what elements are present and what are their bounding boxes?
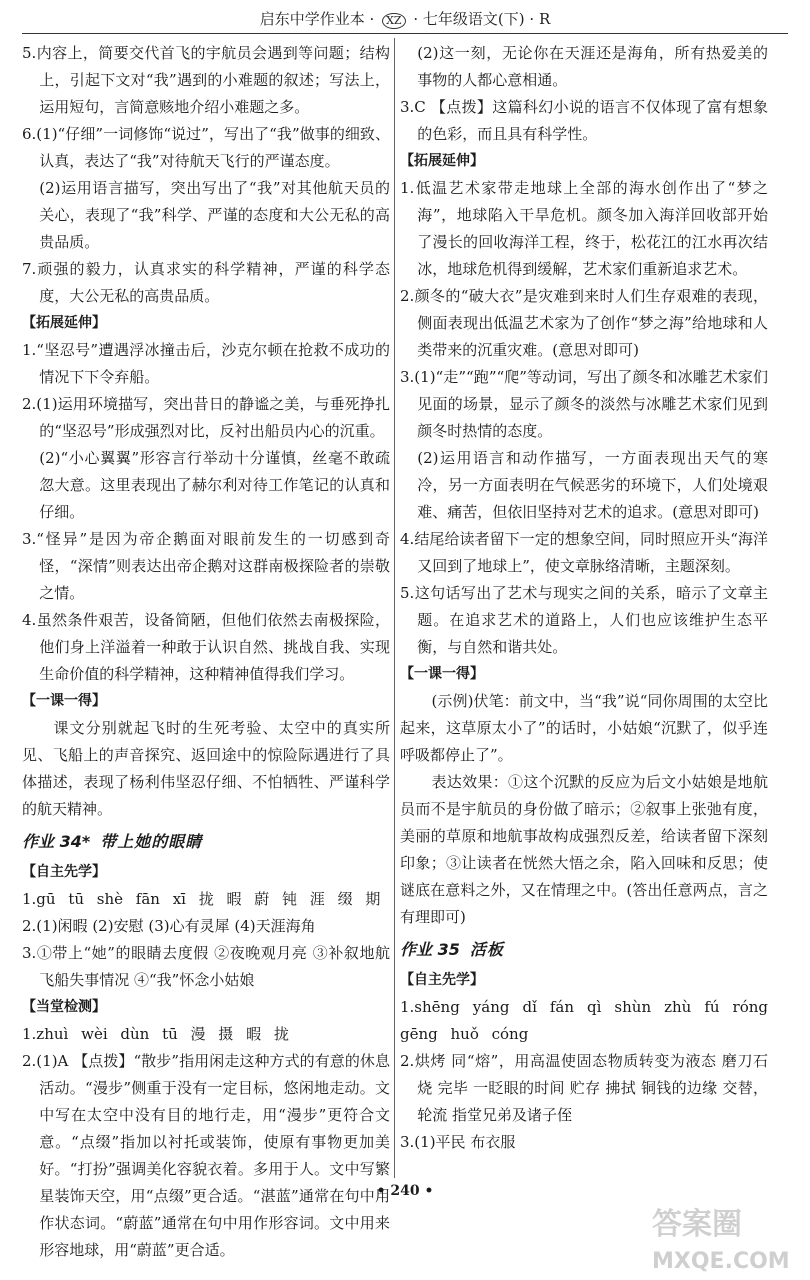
answer-paragraph: 5.这句话写出了艺术与现实之间的关系，暗示了文章主题。在追求艺术的道路上，人们也应该维护生态平衡，与自然和谐共处。 xyxy=(400,584,768,656)
answer-paragraph: 4.虽然条件艰苦，设备简陋，但他们依然去南极探险，他们身上洋溢着一种敢于认识自然、挑战自我、实现生命价值的科学精神，这种精神值得我们学习。 xyxy=(22,611,390,683)
section-heading: 【一课一得】 xyxy=(400,666,484,682)
answer-paragraph: 1.zhuì wèi dùn tū 漫 摄 暇 拢 xyxy=(22,1025,289,1043)
watermark-logo xyxy=(642,1196,792,1276)
section-heading: 【当堂检测】 xyxy=(22,999,106,1015)
answer-paragraph: (示例)伏笔：前文中，当“我”说“同你周围的太空比起来，这草原太小了”的话时，小姑娘“沉默了，似乎连呼吸都停止了”。 xyxy=(400,692,768,764)
watermark-bottom: MXQE.COM xyxy=(652,1249,790,1274)
assignment-heading xyxy=(400,933,768,967)
section-heading: 【拓展延伸】 xyxy=(22,315,106,331)
answer-paragraph: 3.“怪异”是因为帝企鹅面对眼前发生的一切感到奇怪，“深情”则表达出帝企鹅对这群南极探险者的崇敬之情。 xyxy=(22,530,390,602)
assignment-number: 作业 34* xyxy=(22,832,91,851)
answer-paragraph: 1.shēng yáng dǐ fán qì shùn zhù fú róng gēng huǒ cóng xyxy=(400,998,768,1043)
watermark-top: 答案圈 xyxy=(652,1207,742,1242)
answer-paragraph: 5.内容上，简要交代首飞的宇航员会遇到等问题；结构上，引起下文对“我”遇到的小难题的叙述；写法上，运用短句，言简意赅地介绍小难题之多。 xyxy=(22,44,390,116)
section-heading: 【自主先学】 xyxy=(22,864,106,880)
left-column xyxy=(22,40,390,1259)
answer-paragraph: (2)运用语言和动作描写，一方面表现出天气的寒冷，另一方面表明在气候恶劣的环境下，人们处境艰难、痛苦，但依旧坚持对艺术的追求。(意思对即可) xyxy=(417,449,768,521)
answer-paragraph: 3.C 【点拨】这篇科幻小说的语言不仅体现了富有想象的色彩，而且具有科学性。 xyxy=(400,98,768,143)
page-header: 启东中学作业本 · XZ · 七年级语文(下) · R xyxy=(259,10,551,28)
grade-subject: 七年级语文(下) xyxy=(422,10,525,28)
answer-paragraph: 2.颜冬的“破大衣”是灾难到来时人们生存艰难的表现，侧面表现出低温艺术家为了创作“梦之海”给地球和人类带来的沉重灾难。(意思对即可) xyxy=(400,287,768,359)
header-rule xyxy=(22,33,788,34)
answer-paragraph: 2.(1)A 【点拨】“散步”指用闲走这种方式的有意的休息活动。“漫步”侧重于没有一定目标，悠闲地走动。文中写在太空中没有目的地行走，用“漫步”更符合文意。“点缀”指加以衬托或装饰，使原有事物更加美好。“打扮”强调美化容貌衣着。多用于人。文中写繁星装饰天空，用“点缀”更合适。“湛蓝”通常在句中用作状态词。“蔚蓝”通常在句中用作形容词。文中用来形容地球，用“蔚蓝”更合适。 xyxy=(22,1052,390,1259)
assignment-number: 作业 35 xyxy=(400,940,460,959)
publisher-badge: XZ xyxy=(382,13,405,29)
answer-paragraph: 3.(1)“走”“跑”“爬”等动词，写出了颜冬和冰雕艺术家们见面的场景，显示了颜冬的淡然与冰雕艺术家们见到颜冬时热情的态度。 xyxy=(400,368,768,440)
right-column xyxy=(400,40,768,1180)
answer-paragraph: 2.(1)运用环境描写，突出昔日的静谧之美，与垂死挣扎的“坚忍号”形成强烈对比，反衬出船员内心的沉重。 xyxy=(22,395,390,440)
answer-paragraph: 2.(1)闲暇 (2)安慰 (3)心有灵犀 (4)天涯海角 xyxy=(22,917,316,935)
assignment-title: 带上她的眼睛 xyxy=(100,832,203,851)
assignment-heading xyxy=(22,825,390,859)
edition-mark: R xyxy=(538,10,551,28)
section-heading: 【拓展延伸】 xyxy=(400,153,484,169)
book-title: 启东中学作业本 xyxy=(259,10,365,28)
section-heading: 【一课一得】 xyxy=(22,693,106,709)
answer-paragraph: 6.(1)“仔细”一词修饰“说过”，写出了“我”做事的细致、认真，表达了“我”对待航天飞行的严谨态度。 xyxy=(22,125,390,170)
answer-paragraph: (2)运用语言描写，突出写出了“我”对其他航天员的关心，表现了“我”科学、严谨的态度和大公无私的高贵品质。 xyxy=(39,179,390,251)
answer-paragraph: (2)“小心翼翼”形容言行举动十分谨慎，丝毫不敢疏忽大意。这里表现出了赫尔利对待工作笔记的认真和仔细。 xyxy=(39,449,390,521)
answer-paragraph: 3.(1)平民 布衣服 xyxy=(400,1133,516,1151)
answer-paragraph: (2)这一刻，无论你在天涯还是海角，所有热爱美的事物的人都心意相通。 xyxy=(417,44,768,89)
answer-paragraph: 7.顽强的毅力，认真求实的科学精神，严谨的科学态度，大公无私的高贵品质。 xyxy=(22,260,390,305)
answer-paragraph: 4.结尾给读者留下一定的想象空间，同时照应开头“海洋又回到了地球上”，使文章脉络清晰，主题深刻。 xyxy=(400,530,768,575)
answer-paragraph: 2.烘烤 同“熔”，用高温使固态物质转变为液态 磨刀石 烧 完毕 一眨眼的时间 贮存 拂拭 铜钱的边缘 交替，轮流 指堂兄弟及诸子侄 xyxy=(400,1052,768,1124)
section-heading: 【自主先学】 xyxy=(400,972,484,988)
assignment-title: 活板 xyxy=(469,940,504,959)
answer-paragraph: 表达效果：①这个沉默的反应为后文小姑娘是地航员而不是宇航员的身份做了暗示；②叙事上张弛有度，美丽的草原和地航事故构成强烈反差，给读者留下深刻印象；③让读者在恍然大悟之余，陷入回味和反思；使谜底在意料之外，又在情理之中。(答出任意两点，言之有理即可) xyxy=(400,773,768,926)
answer-paragraph: 1.低温艺术家带走地球上全部的海水创作出了“梦之海”，地球陷入干旱危机。颜冬加入海洋回收部开始了漫长的回收海洋工程，终于，松花江的江水再次结冰，地球危机得到缓解，艺术家们重新追求艺术。 xyxy=(400,179,768,278)
answer-paragraph: 1.“坚忍号”遭遇浮冰撞击后，沙克尔顿在抢救不成功的情况下下令弃船。 xyxy=(22,341,390,386)
answer-paragraph: 1.gū tū shè fān xī 拢 暇 蔚 钝 涯 缀 期 xyxy=(22,890,381,908)
column-divider xyxy=(394,38,395,1178)
answer-paragraph: 3.①带上“她”的眼睛去度假 ②夜晚观月亮 ③补叙地航飞船失事情况 ④“我”怀念小姑娘 xyxy=(22,944,390,989)
answer-paragraph: 课文分别就起飞时的生死考验、太空中的真实所见、飞船上的声音探究、返回途中的惊险际遇进行了具体描述，表现了杨利伟坚忍仔细、不怕牺牲、严谨科学的航天精神。 xyxy=(22,719,390,818)
page-number: • 240 • xyxy=(376,1183,434,1199)
